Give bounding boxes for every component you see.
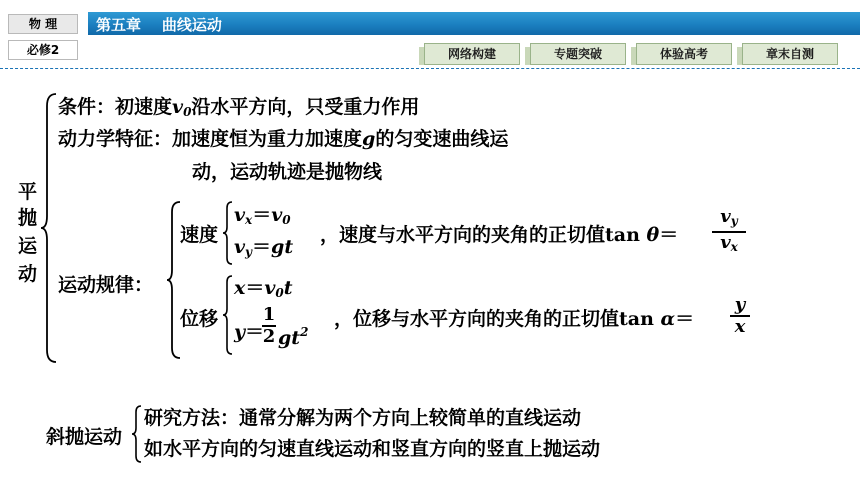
displacement-label: 位移: [180, 308, 219, 330]
vx-equation: $v_x=v_0$: [234, 204, 291, 227]
chapter-topic: 曲线运动: [161, 16, 222, 34]
xiepao-method: 研究方法：通常分解为两个方向上较简单的直线运动: [144, 407, 582, 429]
chapter-number: 第五章: [96, 16, 142, 34]
displacement-fraction: [730, 296, 750, 336]
alpha-symbol: α: [660, 308, 676, 330]
book-label: 必修2: [8, 40, 78, 60]
tab-chapter-test[interactable]: 章末自测: [742, 43, 838, 65]
tab-network-build[interactable]: 网络构建: [424, 43, 520, 65]
half-denominator: 2: [262, 326, 276, 347]
tab-exam-experience[interactable]: 体验高考: [636, 43, 732, 65]
velocity-fraction: [712, 208, 746, 256]
page-header: [0, 0, 860, 68]
condition-tail: 沿水平方向，只受重力作用: [191, 96, 420, 118]
subject-label: 物 理: [8, 14, 78, 34]
vx-denominator: $v_x$: [720, 232, 738, 254]
velocity-description: [320, 223, 678, 247]
displacement-text: ，位移与水平方向的夹角的正切值tan: [334, 308, 654, 330]
v0-symbol: $v_0$: [172, 96, 192, 119]
velocity-brace: [222, 200, 234, 266]
displacement-brace: [222, 274, 234, 356]
pingpao-label-3: 运: [18, 235, 38, 257]
pingpao-label-1: 平: [18, 181, 38, 203]
pingpao-brace: [40, 92, 58, 364]
vy-numerator: $v_y$: [720, 206, 738, 228]
law-label: 运动规律：: [58, 274, 154, 296]
dynamics-line: [58, 127, 508, 151]
pingpao-label-2: 抛: [18, 207, 38, 229]
pingpao-label-4: 动: [18, 263, 38, 285]
displacement-description: [334, 307, 694, 331]
condition-text: 条件：初速度: [58, 96, 173, 118]
g-symbol: g: [362, 128, 376, 150]
dynamics-line-2: 动，运动轨迹是抛物线: [192, 161, 383, 183]
xiepao-label: 斜抛运动: [46, 426, 123, 448]
equals-sign-2: ＝: [675, 308, 695, 330]
velocity-label: 速度: [180, 224, 219, 246]
x-equation: $x=v_0t$: [234, 277, 293, 300]
xiepao-detail: 如水平方向的匀速直线运动和竖直方向的竖直上抛运动: [144, 438, 601, 460]
half-numerator: 1: [262, 304, 276, 325]
y-numerator: y: [734, 294, 746, 315]
half-fraction: [262, 306, 276, 346]
y-equation-suffix: $gt^2$: [278, 325, 309, 349]
dynamics-tail: 的匀变速曲线运: [375, 128, 509, 150]
vy-equation: $v_y=gt$: [234, 236, 294, 259]
equals-sign: ＝: [659, 224, 679, 246]
dynamics-text: 动力学特征：加速度恒为重力加速度: [58, 128, 363, 150]
chapter-title: [96, 14, 222, 36]
condition-line: [58, 95, 419, 124]
xiepao-brace: [131, 404, 143, 464]
y-equation-prefix: y＝: [234, 321, 265, 343]
velocity-text: ，速度与水平方向的夹角的正切值tan: [320, 224, 640, 246]
header-divider: [0, 68, 860, 69]
theta-symbol: θ: [646, 224, 660, 246]
tab-topic-breakthrough[interactable]: 专题突破: [530, 43, 626, 65]
x-denominator: x: [734, 316, 746, 337]
